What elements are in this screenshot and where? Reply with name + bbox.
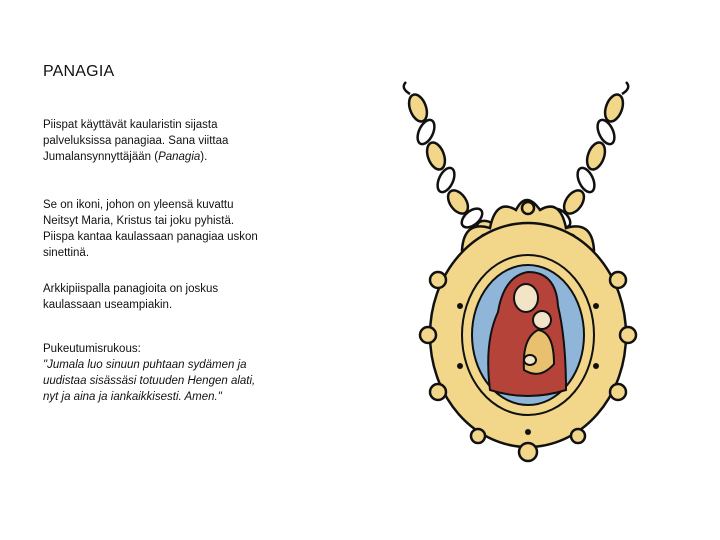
panagia-pendant-icon	[380, 80, 680, 480]
prayer-text: "Jumala luo sinuun puhtaan sydämen ja uudistaa sisässäsi totuuden Hengen alati, nyt ja aina ja iankaikkisesti. Amen."	[43, 359, 256, 403]
prayer-block	[43, 341, 268, 405]
paragraph-1-italic: Panagia	[158, 151, 201, 163]
prayer-heading: Pukeutumisrukous:	[43, 343, 141, 355]
paragraph-2-text: Se on ikoni, johon on yleensä kuvattu Neitsyt Maria, Kristus tai joku pyhistä. Piispa kantaa kaulassaan panagiaa uskon sinettinä.	[43, 199, 258, 259]
paragraph-2	[43, 197, 268, 261]
paragraph-1-end: ).	[200, 151, 208, 163]
paragraph-1-text: Piispat käyttävät kaularistin sijasta palveluksissa panagiaa. Sana viittaa Jumalansynnyttäjään (	[43, 119, 229, 163]
theotokos-icon	[462, 255, 594, 415]
slide-title: PANAGIA	[43, 63, 115, 80]
paragraph-3	[43, 281, 268, 313]
paragraph-1	[43, 117, 268, 165]
paragraph-3-text: Arkkipiispalla panagioita on joskus kaulassaan useampiakin.	[43, 283, 219, 311]
